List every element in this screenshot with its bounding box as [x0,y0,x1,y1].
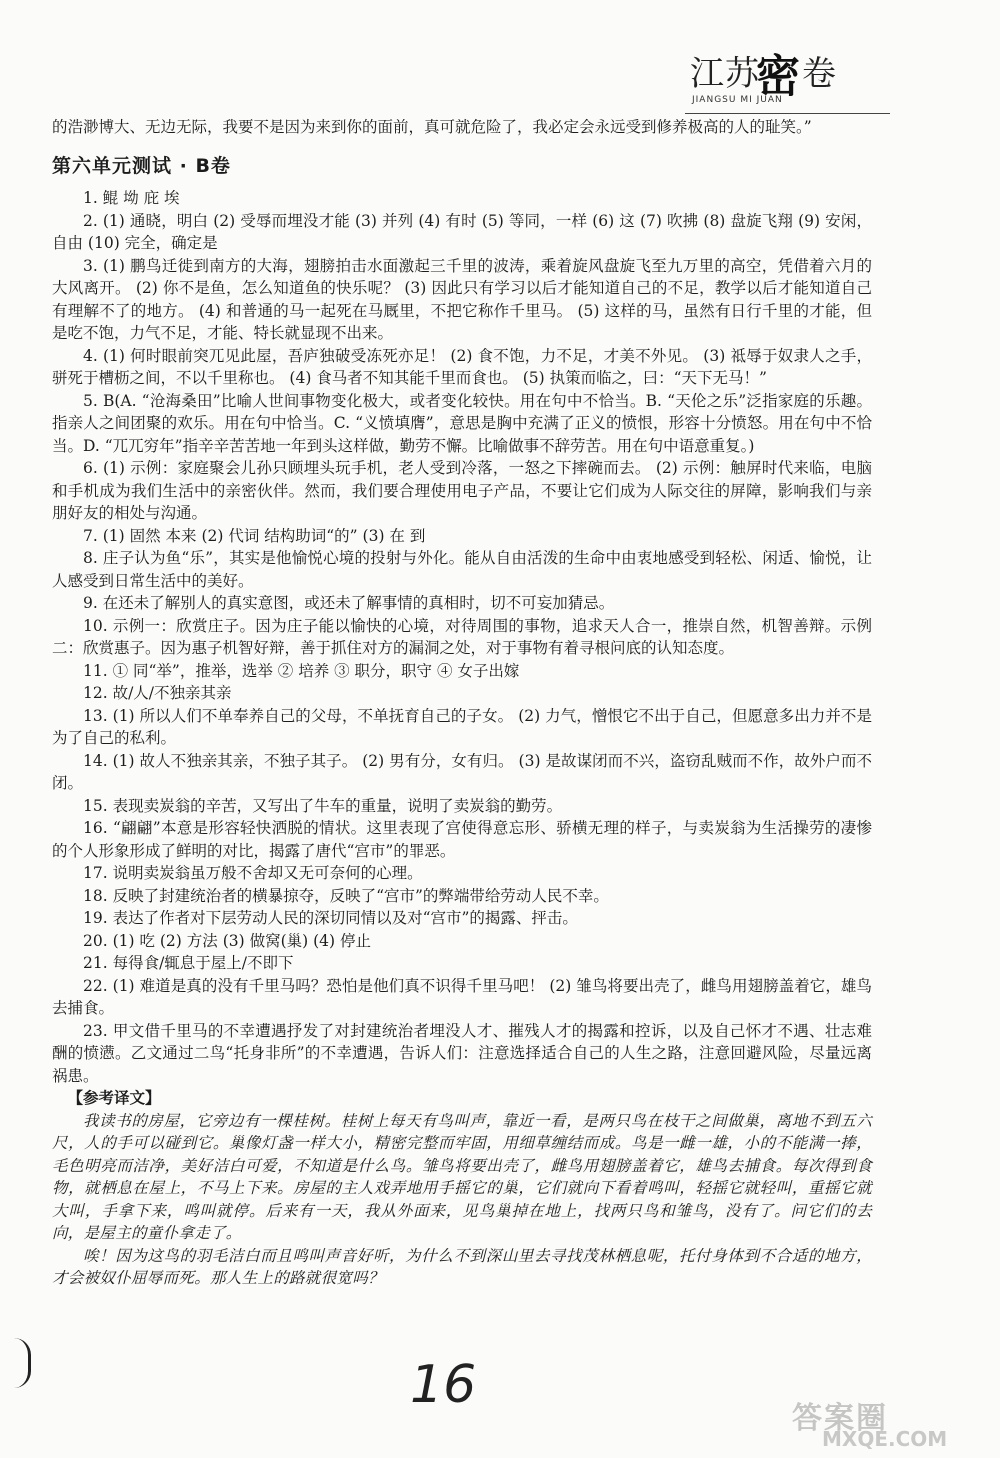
answer-item: 16. “翩翩”本意是形容轻快洒脱的情状。这里表现了宫使得意忘形、骄横无理的样子，与卖炭翁为生活操劳的凄惨的个人形象形成了鲜明的对比，揭露了唐代“宫市”的罪恶。 [52,819,872,860]
answer-item: 19. 表达了作者对下层劳动人民的深切同情以及对“宫市”的揭露、抨击。 [83,909,578,927]
translation-paragraph: 我读书的房屋，它旁边有一棵桂树。桂树上每天有鸟叫声，靠近一看，是两只鸟在枝干之间做巢，离地不到五六尺，人的手可以碰到它。巢像灯盏一样大小，精密完整而牢固，用细草缠结而成。鸟是一雌一雄，小的不能满一捧，毛色明亮而洁净，美好洁白可爱，不知道是什么鸟。雏鸟将要出壳了，雌鸟用翅膀盖着它，雄鸟去捕食。每次得到食物，就栖息在屋上，不马上下来。房屋的主人戏弄地用手摇它的巢，它们就向下看着鸣叫，轻摇它就轻叫，重摇它就大叫，手拿下来，鸣叫就停。后来有一天，我从外面来，见鸟巢掉在地上，找两只鸟和雏鸟，没有了。问它们的去向，是屋主的童仆拿走了。 [52,1111,872,1242]
brand-title-left: 江苏 [690,54,760,94]
header-brand [690,40,890,110]
intro-continuation: 的浩渺博大、无边无际，我要不是因为来到你的面前，真可就危险了，我必定会永远受到修养极高的人的耻笑。” [52,118,812,136]
answer-item: 15. 表现卖炭翁的辛苦，又写出了牛车的重量，说明了卖炭翁的勤劳。 [83,796,563,815]
answer-item: 8. 庄子认为鱼“乐”，其实是他愉悦心境的投射与外化。能从自由活泼的生命中由衷地感受到轻松、闲适、愉悦，让人感受到日常生活中的美好。 [52,549,872,590]
answer-item: 10. 示例一：欣赏庄子。因为庄子能以愉快的心境，对待周围的事物，追求天人合一，推崇自然，机智善辩。示例二：欣赏惠子。因为惠子机智好辩，善于抓住对方的漏洞之处，对于事物有着寻根问底的认知态度。 [52,616,872,657]
answer-item: 2. (1) 通晓，明白 (2) 受辱而埋没才能 (3) 并列 (4) 有时 (5) 等同，一样 (6) 这 (7) 吹拂 (8) 盘旋飞翔 (9) 安闲，自由 (10) 完全，确定是 [52,211,872,252]
answer-item: 17. 说明卖炭翁虽万般不舍却又无可奈何的心理。 [83,864,423,882]
translation-paragraph: 唉！因为这鸟的羽毛洁白而且鸣叫声音好听，为什么不到深山里去寻找茂林栖息呢，托付身体到不合适的地方，才会被奴仆屈辱而死。那人生上的路就很宽吗？ [52,1246,872,1287]
reference-heading: 【参考译文】 [67,1089,161,1107]
answer-item: 3. (1) 鹏鸟迁徙到南方的大海，翅膀拍击水面激起三千里的波涛，乘着旋风盘旋飞至九万里的高空，凭借着六月的大风离开。 (2) 你不是鱼，怎么知道鱼的快乐呢？ (3) 因此只有学习以后才能知道自己的不足，教学以后才能知道自己有理解不了的地方。 (4) 和普通的马一起死在马厩里，不把它称作千里马。 (5) 这样的马，虽然有日行千里的才能，但是吃不饱，力气不足，才能、特长就显现不出来。 [52,256,872,342]
watermark-logo [792,1393,982,1453]
answer-item: 9. 在还未了解别人的真实意图，或还未了解事情的真相时，切不可妄加猜忌。 [83,594,615,612]
answer-item: 13. (1) 所以人们不单奉养自己的父母，不单抚育自己的子女。 (2) 力气，憎恨它不出于自己，但愿意多出力并不是为了自己的私利。 [52,706,872,747]
page-content [52,116,872,1290]
answer-item: 4. (1) 何时眼前突兀见此屋，吾庐独破受冻死亦足！ (2) 食不饱，力不足，才美不外见。 (3) 祗辱于奴隶人之手，骈死于槽枥之间，不以千里称也。 (4) 食马者不知其能千里而食也。 (5) 执策而临之，曰：“天下无马！” [52,346,872,387]
answer-item: 23. 甲文借千里马的不幸遭遇抒发了对封建统治者埋没人才、摧残人才的揭露和控诉，以及自己怀才不遇、壮志难酬的愤懑。乙文通过二鸟“托身非所”的不幸遭遇，告诉人们：注意选择适合自己的人生之路，注意回避风险，尽量远离祸患。 [52,1021,872,1085]
header-divider [685,113,890,114]
answer-item: 5. B(A. “沧海桑田”比喻人世间事物变化极大，或者变化较快。用在句中不恰当。B. “天伦之乐”泛指家庭的乐趣。指亲人之间团聚的欢乐。用在句中恰当。C. “义愤填膺”，意思是胸中充满了正义的愤恨，形容十分愤怒。用在句中不恰当。D. “兀兀穷年”指辛辛苦苦地一年到头这样做，勤劳不懈。比喻做事不辞劳苦。用在句中语意重复。) [52,391,872,455]
answer-item: 1. 鲲 坳 庇 埃 [83,189,180,207]
answer-item: 20. (1) 吃 (2) 方法 (3) 做窝(巢) (4) 停止 [83,931,371,950]
translation-block [52,1110,872,1290]
answer-list [52,187,872,1087]
answer-item: 21. 每得食/辄息于屋上/不即下 [83,954,294,972]
watermark-url: MXQE.COM [822,1427,948,1451]
answer-item: 22. (1) 难道是真的没有千里马吗？恐怕是他们真不识得千里马吧！ (2) 雏鸟将要出壳了，雌鸟用翅膀盖着它，雄鸟去捕食。 [52,976,872,1017]
page-number: 16 [410,1355,477,1415]
brand-pinyin: JIANGSU MI JUAN [692,95,783,105]
answer-item: 14. (1) 故人不独亲其亲，不独子其子。 (2) 男有分，女有归。 (3) 是故谋闭而不兴，盗窃乱贼而不作，故外户而不闭。 [52,751,872,792]
margin-mark [14,1338,31,1388]
answer-item: 11. ① 同“举”，推举，选举 ② 培养 ③ 职分，职守 ④ 女子出嫁 [83,661,520,680]
brand-title-mid: 密 [756,51,800,102]
answer-item: 7. (1) 固然 本来 (2) 代词 结构助词“的” (3) 在 到 [83,526,426,545]
answer-item: 18. 反映了封建统治者的横暴掠夺，反映了“宫市”的弊端带给劳动人民不幸。 [83,886,609,905]
section-title: 第六单元测试 · B卷 [52,154,231,177]
answer-item: 6. (1) 示例：家庭聚会儿孙只顾埋头玩手机，老人受到冷落，一怒之下摔碗而去。 (2) 示例：触屏时代来临，电脑和手机成为我们生活中的亲密伙伴。然而，我们要合理使用电子产品，不要让它们成为人际交往的屏障，影响我们与亲朋好友的相处与沟通。 [52,459,872,522]
answer-item: 12. 故/人/不独亲其亲 [83,684,232,702]
brand-title-right: 卷 [802,54,837,94]
watermark-badge: 答案圈 [792,1401,888,1436]
